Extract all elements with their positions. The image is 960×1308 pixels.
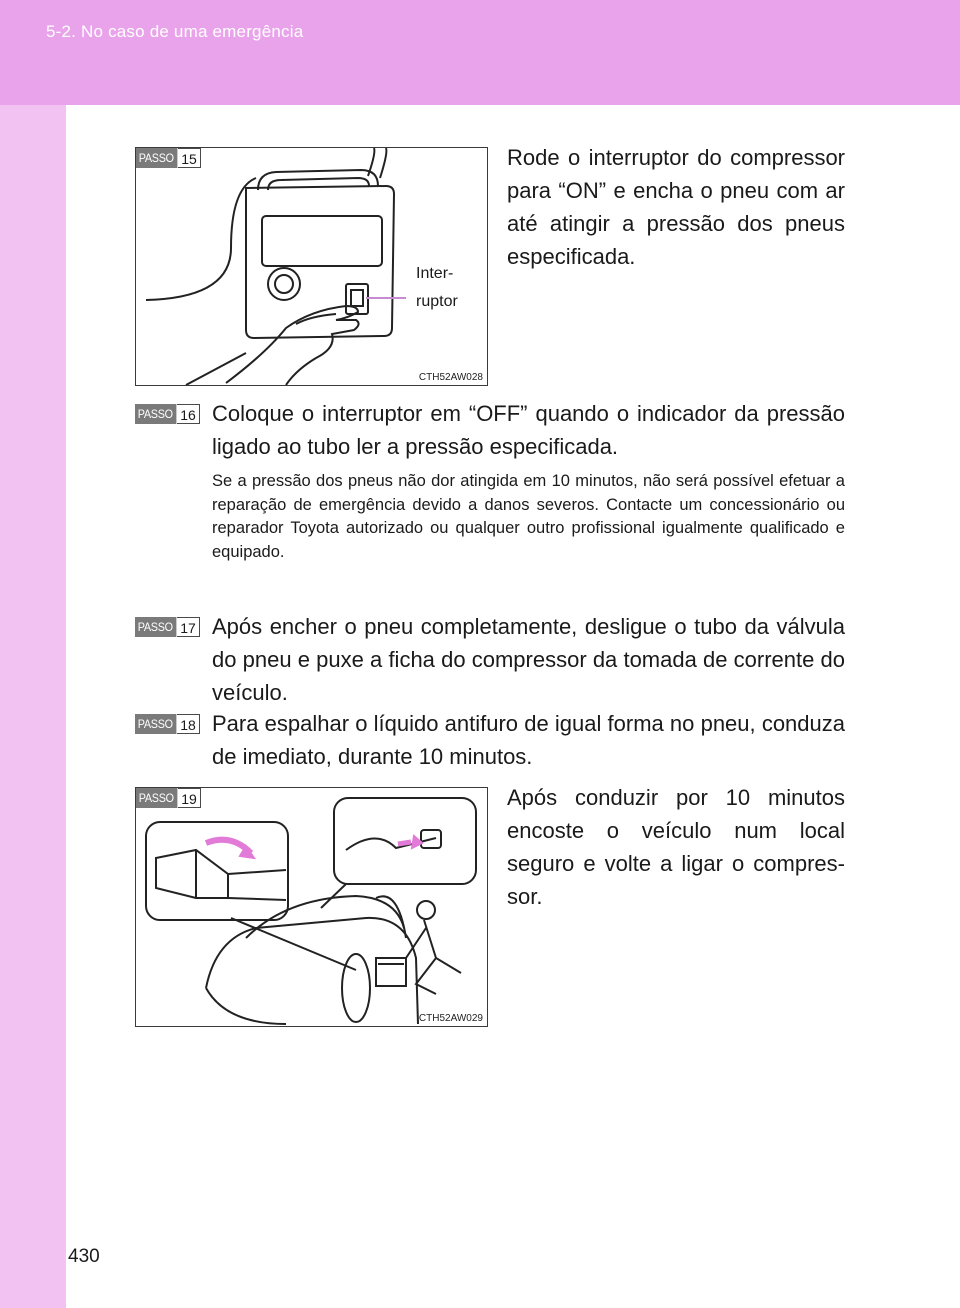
figure-code-19: CTH52AW029: [418, 1013, 483, 1024]
page-number: 430: [68, 1246, 100, 1267]
step-18-text: Para espalhar o líquido antifuro de igual forma no pneu, conduza de imediato, durante 10 minutos.: [212, 711, 845, 769]
step-16-text: Coloque o interruptor em “OFF” quando o indicador da pressão ligado ao tubo ler a pressão especificada.: [212, 401, 845, 459]
car-compressor-illustration: [136, 788, 487, 1026]
step-15-text: Rode o interruptor do compressor para “ON” e encha o pneu com ar até atingir a pressão dos pneus especificada.: [507, 145, 845, 269]
section-title: 5-2. No caso de uma emergência: [46, 22, 304, 41]
side-margin-band: [0, 105, 66, 1308]
step-16-note: Se a pressão dos pneus não dor atingida em 10 minutos, não será possível efetuar a reparação de emergência devido a danos severos. Contacte um concessionário ou reparador Toyota autorizado ou qualquer outro profissional igualmente qualificado e equipado.: [212, 472, 845, 561]
switch-callout: Inter- ruptor: [416, 265, 458, 310]
step-badge-18: PASSO 18: [135, 714, 200, 734]
step-badge-16: PASSO 16: [135, 404, 200, 424]
header-band: [0, 0, 960, 105]
figure-drive-and-reconnect: [135, 787, 488, 1027]
step-badge-19: PASSO 19: [136, 788, 201, 808]
figure-compressor-switch: [135, 147, 488, 386]
step-19-text: Após conduzir por 10 minutos encoste o veículo num local seguro e volte a ligar o compressor.: [507, 785, 845, 909]
step-badge-17: PASSO 17: [135, 617, 200, 637]
step-badge-15: PASSO 15: [136, 148, 201, 168]
figure-code-15: CTH52AW028: [418, 372, 483, 383]
step-17-text: Após encher o pneu completamente, desligue o tubo da válvula do pneu e puxe a ficha do compressor da tomada de corrente do veículo.: [212, 614, 845, 705]
